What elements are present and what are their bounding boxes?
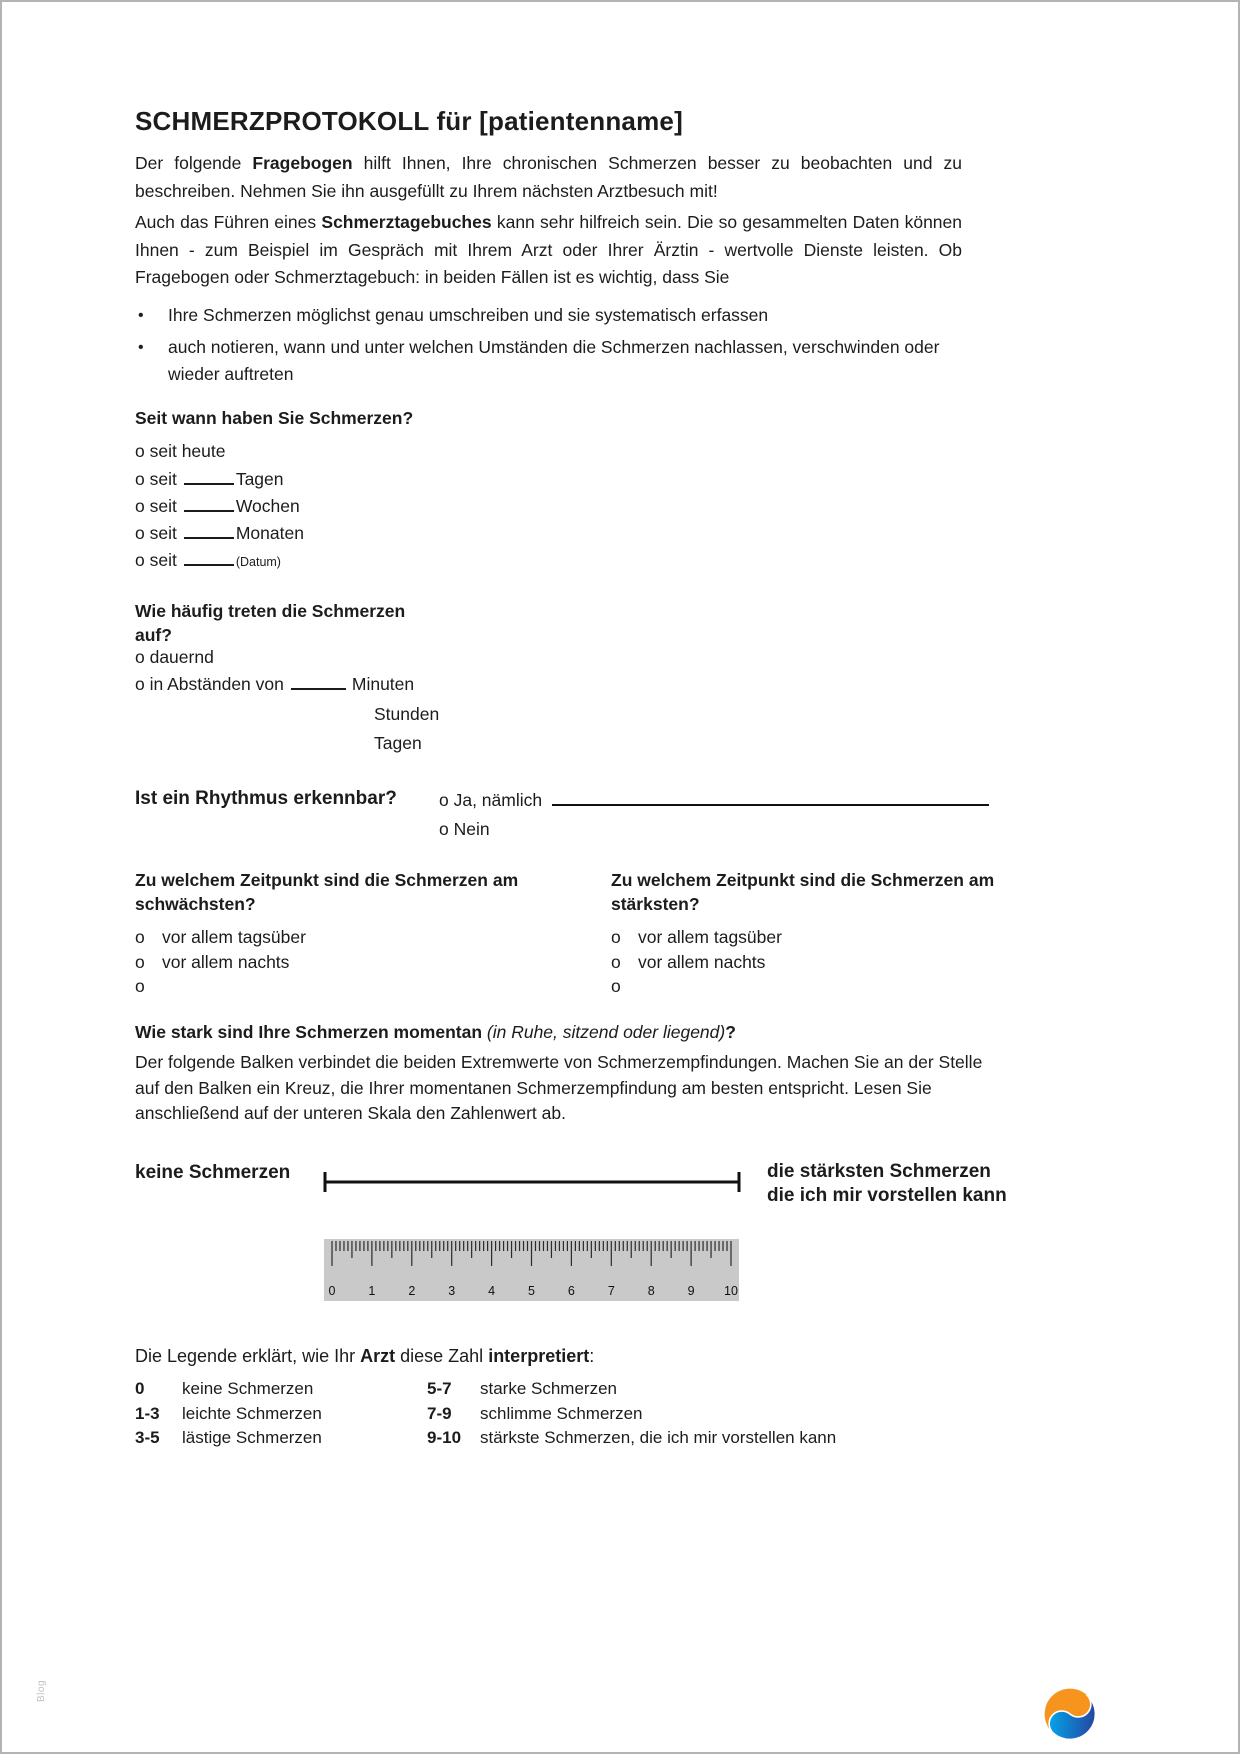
legend-label: lästige Schmerzen bbox=[182, 1428, 322, 1447]
text-run-bold: Wie stark sind Ihre Schmerzen momentan bbox=[135, 1022, 487, 1042]
legend-range: 3-5 bbox=[135, 1428, 160, 1447]
fill-line bbox=[552, 792, 989, 806]
fill-blank bbox=[184, 470, 234, 485]
text-run: hilft Ihnen, Ihre chronischen Schmerzen besser zu beobachten und zu beschreiben. Nehmen Sie ihn ausgefüllt zu Ihrem nächsten Arztbesuch mit! bbox=[135, 153, 962, 201]
option-label: o in Abständen von bbox=[135, 674, 284, 694]
unit-stunden: Stunden bbox=[374, 704, 440, 724]
option-label: o seit bbox=[135, 495, 177, 516]
text-run-bold: Schmerztagebuches bbox=[321, 212, 492, 232]
bullet-icon: • bbox=[138, 338, 144, 356]
svg-text:6: 6 bbox=[567, 1284, 575, 1298]
scale-label-right: die stärksten Schmerzen die ich mir vorstellen kann bbox=[767, 1161, 1007, 1206]
bullet-icon: • bbox=[138, 307, 144, 324]
intro-paragraph-2 bbox=[135, 209, 962, 292]
list-item bbox=[138, 334, 948, 389]
text-run: Auch das Führen eines bbox=[135, 212, 322, 232]
bullet-list bbox=[138, 302, 948, 393]
text-run: Die Legende erklärt, wie Ihr bbox=[135, 1346, 361, 1366]
legend-range: 0 bbox=[135, 1379, 145, 1398]
text-run: diese Zahl bbox=[395, 1346, 489, 1366]
legend-range: 5-7 bbox=[427, 1379, 452, 1398]
pain-ruler-svg bbox=[324, 1239, 739, 1301]
fill-blank bbox=[184, 497, 234, 512]
legend-range: 7-9 bbox=[427, 1403, 452, 1423]
legend-range: 9-10 bbox=[427, 1428, 462, 1447]
svg-text:2: 2 bbox=[408, 1284, 416, 1298]
svg-text:10: 10 bbox=[724, 1284, 738, 1298]
text-run-italic: (in Ruhe, sitzend oder liegend) bbox=[486, 1022, 726, 1042]
svg-text:3: 3 bbox=[448, 1284, 456, 1298]
pain-scale-line bbox=[320, 1168, 744, 1196]
radio-marker: o bbox=[611, 927, 621, 947]
radio-marker: o bbox=[611, 976, 621, 996]
unit-label: Tagen bbox=[235, 468, 284, 489]
legend-range: 1-3 bbox=[135, 1403, 160, 1423]
unit-label: Wochen bbox=[235, 495, 300, 516]
radio-marker: o bbox=[611, 951, 621, 972]
legend-table bbox=[135, 1378, 975, 1450]
page-title: SCHMERZPROTOKOLL für [patientenname] bbox=[135, 106, 683, 136]
svg-text:9: 9 bbox=[687, 1284, 695, 1298]
svg-text:5: 5 bbox=[528, 1284, 535, 1298]
option-dauernd: o dauernd bbox=[135, 647, 214, 667]
option-label: o seit heute bbox=[135, 441, 226, 462]
bullet-text: auch notieren, wann und unter welchen Umständen die Schmerzen nachlassen, verschwinden oder wieder auftreten bbox=[168, 336, 940, 384]
text-run-bold: Fragebogen bbox=[252, 153, 353, 173]
fill-blank bbox=[291, 675, 346, 690]
fill-blank bbox=[184, 552, 234, 567]
intro-block bbox=[135, 150, 962, 292]
radio-marker: o bbox=[135, 951, 145, 972]
list-item bbox=[138, 302, 948, 330]
legend-heading bbox=[135, 1346, 594, 1367]
radio-marker: o bbox=[135, 976, 145, 996]
section-heading-weakest: Zu welchem Zeitpunkt sind die Schmerzen am schwächsten? bbox=[135, 870, 519, 914]
legend-label: leichte Schmerzen bbox=[182, 1403, 322, 1423]
side-watermark: Blog bbox=[36, 1679, 47, 1702]
option-rhythm-no: o Nein bbox=[439, 819, 490, 839]
section-heading-momentary bbox=[135, 1022, 736, 1043]
option-label: o seit bbox=[135, 550, 177, 571]
text-run: kann sehr hilfreich sein. Die so gesammelten Daten können Ihnen - zum Beispiel im Gespräch mit Ihrem Arzt oder Ihrer Ärztin - wertvolle Dienste leisten. Ob Fragebogen oder Schmerztagebuch: in beiden Fällen ist es wichtig, dass Sie bbox=[135, 212, 962, 287]
legend-label: keine Schmerzen bbox=[182, 1379, 314, 1398]
option-seit-tagen bbox=[135, 466, 413, 493]
option-strongest-day bbox=[611, 925, 1031, 950]
unit-label: Minuten bbox=[351, 674, 415, 694]
option-label: o seit bbox=[135, 523, 177, 544]
svg-text:7: 7 bbox=[607, 1284, 615, 1298]
option-seit-heute bbox=[135, 438, 413, 465]
legend-label: schlimme Schmerzen bbox=[480, 1403, 643, 1423]
pain-ruler bbox=[324, 1239, 739, 1301]
legend-label: starke Schmerzen bbox=[480, 1379, 617, 1398]
legend-label: stärkste Schmerzen, die ich mir vorstellen kann bbox=[480, 1428, 837, 1447]
svg-text:1: 1 bbox=[368, 1284, 376, 1298]
option-label: o seit bbox=[135, 468, 177, 489]
option-strongest-other bbox=[611, 974, 1031, 999]
section-timepoint-strongest bbox=[611, 868, 1031, 999]
text-run: : bbox=[589, 1346, 595, 1366]
section-heading-rhythm: Ist ein Rhythmus erkennbar? bbox=[135, 788, 397, 809]
text-run: Der folgende bbox=[135, 153, 253, 173]
unit-label: Monaten bbox=[235, 523, 304, 544]
fill-blank bbox=[184, 524, 234, 539]
datum-label: (Datum) bbox=[235, 555, 281, 570]
section-heading-strongest: Zu welchem Zeitpunkt sind die Schmerzen am stärksten? bbox=[611, 870, 995, 914]
option-seit-datum bbox=[135, 547, 413, 576]
section-timepoint-weakest bbox=[135, 868, 555, 999]
text-run-bold: Arzt bbox=[360, 1346, 396, 1366]
svg-text:0: 0 bbox=[328, 1284, 336, 1298]
section-heading-since: Seit wann haben Sie Schmerzen? bbox=[135, 408, 414, 428]
scale-label-left: keine Schmerzen bbox=[135, 1162, 291, 1183]
option-label: vor allem tagsüber bbox=[162, 927, 306, 947]
momentary-instructions: Der folgende Balken verbindet die beiden Extremwerte von Schmerzempfindungen. Machen Sie an der Stelle auf den Balken ein Kreuz, die Ihrer momentanen Schmerzempfindung am besten entspricht. Lesen Sie anschließend auf der unteren Skala den Zahlenwert ab. bbox=[135, 1052, 983, 1123]
option-weakest-other bbox=[135, 974, 555, 999]
section-since-when bbox=[135, 405, 413, 577]
text-run-bold: ? bbox=[725, 1022, 736, 1042]
text-run-bold: interpretiert bbox=[488, 1346, 590, 1366]
option-rhythm-yes bbox=[439, 790, 989, 811]
option-label: o Ja, nämlich bbox=[439, 790, 543, 810]
option-label: vor allem tagsüber bbox=[638, 927, 782, 947]
intro-paragraph-1 bbox=[135, 150, 962, 205]
svg-text:8: 8 bbox=[647, 1284, 655, 1298]
option-seit-wochen bbox=[135, 493, 413, 520]
option-label: vor allem nachts bbox=[162, 951, 290, 972]
option-strongest-night bbox=[611, 950, 1031, 975]
unit-tagen: Tagen bbox=[374, 733, 422, 753]
radio-marker: o bbox=[135, 927, 145, 947]
option-label: vor allem nachts bbox=[638, 951, 766, 972]
option-seit-monaten bbox=[135, 520, 413, 547]
section-heading-frequency: Wie häufig treten die Schmerzen auf? bbox=[135, 601, 406, 645]
swirl-logo-icon bbox=[1043, 1687, 1097, 1741]
option-interval bbox=[135, 674, 414, 695]
option-weakest-night bbox=[135, 950, 555, 975]
bullet-text: Ihre Schmerzen möglichst genau umschreiben und sie systematisch erfassen bbox=[168, 305, 769, 325]
option-weakest-day bbox=[135, 925, 555, 950]
svg-text:4: 4 bbox=[488, 1284, 496, 1298]
